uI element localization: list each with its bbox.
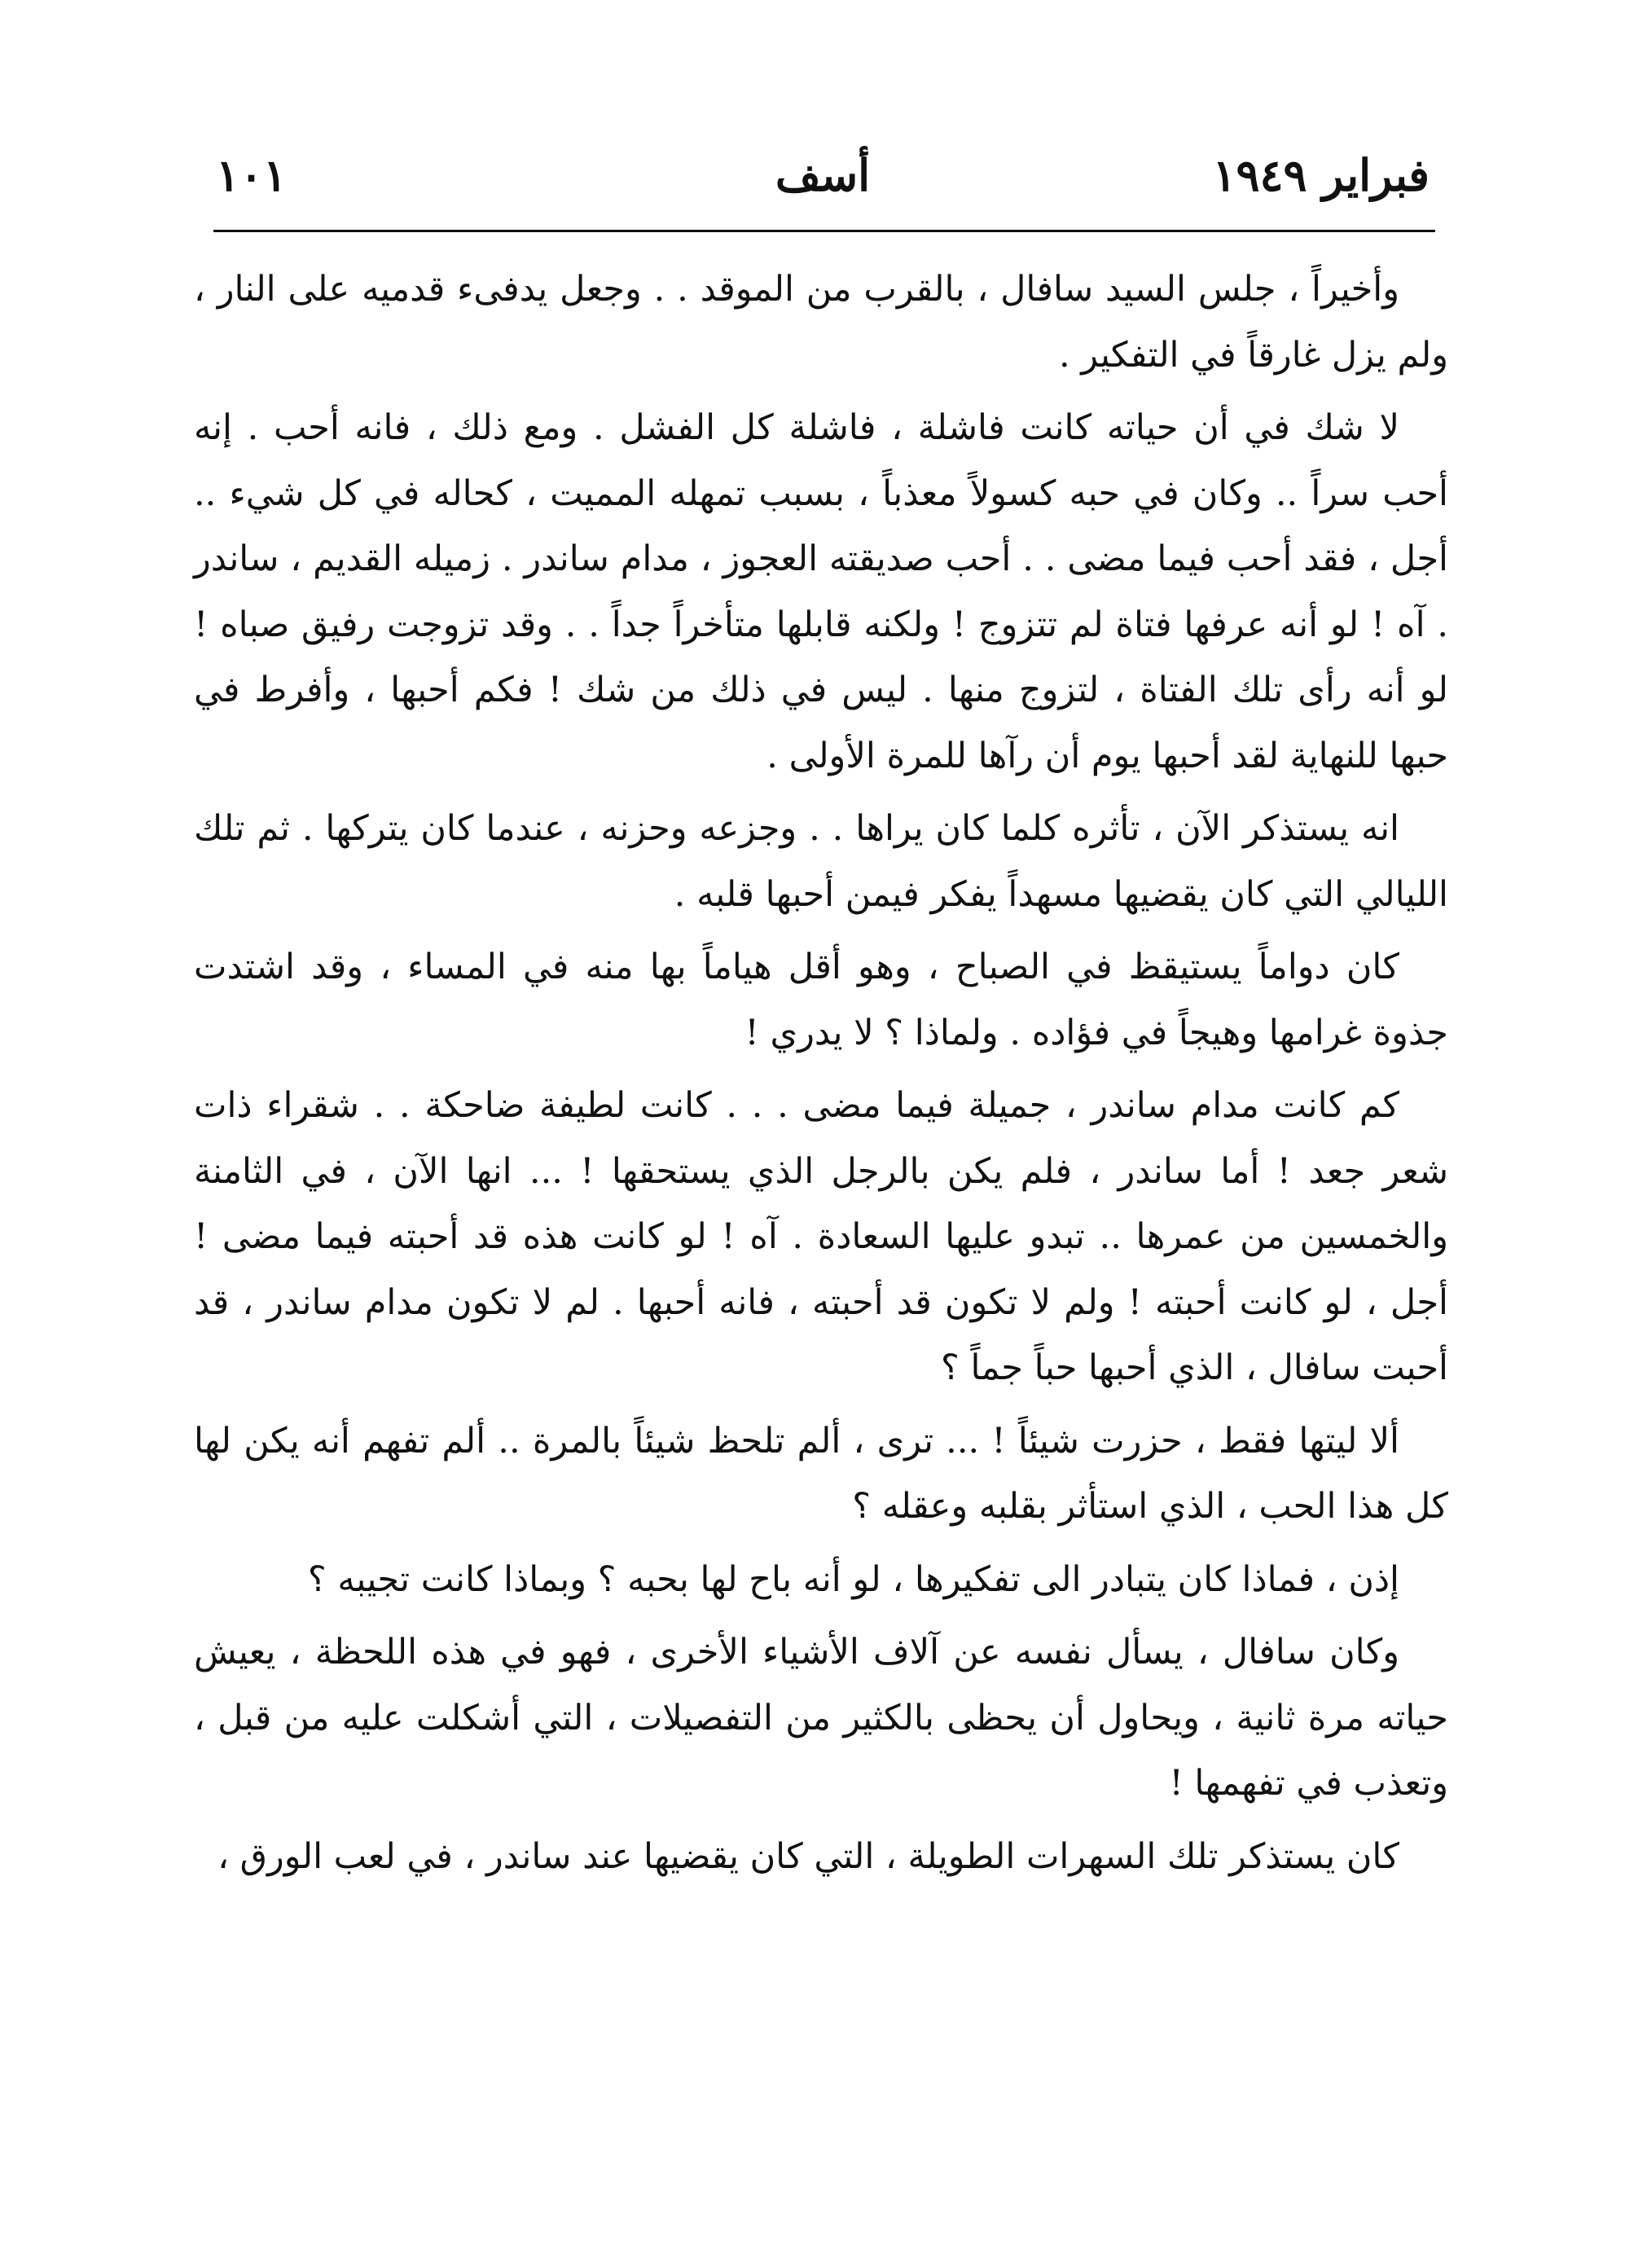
- header-rule: [213, 230, 1435, 232]
- paragraph: ألا ليتها فقط ، حزرت شيئاً ! ... ترى ، ألم تلحظ شيئاً بالمرة .. ألم تفهم أنه يكن لها كل هذا الحب ، الذي استأثر بقلبه وعقله ؟: [194, 1420, 1448, 1527]
- page-number: ١٠١: [216, 149, 288, 201]
- paragraph: كان يستذكر تلك السهرات الطويلة ، التي كان يقضيها عند ساندر ، في لعب الورق ،: [217, 1835, 1399, 1877]
- page-header: [216, 134, 1430, 216]
- paragraph: لا شك في أن حياته كانت فاشلة ، فاشلة كل الفشل . ومع ذلك ، فانه أحب . إنه أحب سراً .. وكان في حبه كسولاً معذباً ، بسبب تمهله المميت ، كحاله في كل شيء .. أجل ، فقد أحب فيما مضى . . أحب صديقته العجوز ، مدام ساندر . زميله القديم ، ساندر . آه ! لو أنه عرفها فتاة لم تتزوج ! ولكنه قابلها متأخراً جداً . . وقد تزوجت رفيق صباه ! لو أنه رأى تلك الفتاة ، لتزوج منها . ليس في ذلك من شك ! فكم أحبها ، وأفرط في حبها للنهاية لقد أحبها يوم أن رآها للمرة الأولى .: [194, 407, 1448, 776]
- paragraph: وأخيراً ، جلس السيد سافال ، بالقرب من الموقد . . وجعل يدفىء قدميه على النار ، ولم يزل غارقاً في التفكير .: [194, 269, 1448, 376]
- issue-date: فبراير ١٩٤٩: [1212, 149, 1430, 201]
- paragraph: وكان سافال ، يسأل نفسه عن آلاف الأشياء الأخرى ، فهو في هذه اللحظة ، يعيش حياته مرة ثانية ، ويحاول أن يحظى بالكثير من التفصيلات ، التي أشكلت عليه من قبل ، وتعذب في تفهمها !: [194, 1632, 1448, 1804]
- paragraph: إذن ، فماذا كان يتبادر الى تفكيرها ، لو أنه باح لها بحبه ؟ وبماذا كانت تجيبه ؟: [307, 1558, 1399, 1600]
- paragraph: كان دواماً يستيقظ في الصباح ، وهو أقل هياماً بها منه في المساء ، وقد اشتدت جذوة غرامها وهيجاً في فؤاده . ولماذا ؟ لا يدري !: [194, 947, 1448, 1053]
- paragraph: انه يستذكر الآن ، تأثره كلما كان يراها . . وجزعه وحزنه ، عندما كان يتركها . ثم تلك الليالي التي كان يقضيها مسهداً يفكر فيمن أحبها قلبه .: [194, 808, 1448, 915]
- paragraph: كم كانت مدام ساندر ، جميلة فيما مضى . . . كانت لطيفة ضاحكة . . شقراء ذات شعر جعد ! أما ساندر ، فلم يكن بالرجل الذي يستحقها ! ... انها الآن ، في الثامنة والخمسين من عمرها .. تبدو عليها السعادة . آه ! لو كانت هذه قد أحبته فيما مضى ! أجل ، لو كانت أحبته ! ولم لا تكون قد أحبته ، فانه أحبها . لم لا تكون مدام ساندر ، قد أحبت سافال ، الذي أحبها حباً جماً ؟: [194, 1085, 1448, 1388]
- article-body: [194, 257, 1448, 1897]
- article-title: أسف: [775, 149, 871, 201]
